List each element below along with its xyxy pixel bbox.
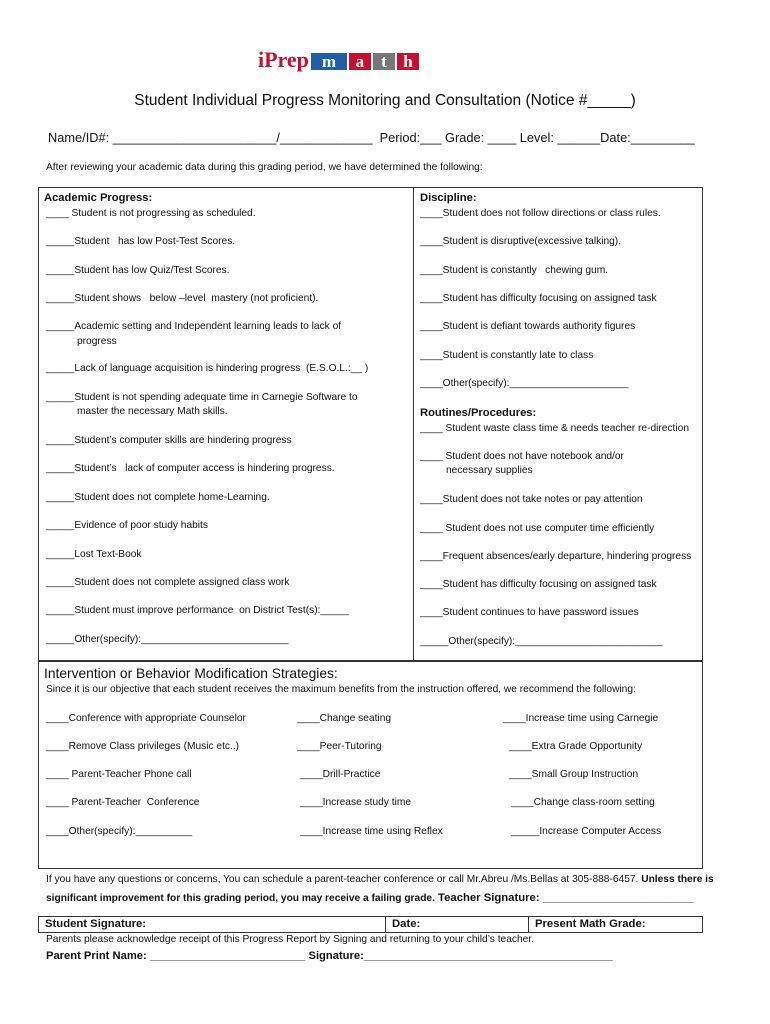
intervention-intro: Since it is our objective that each student receives the maximum benefits from the instruction offered, we recommend the following: [46, 684, 636, 695]
discipline-item[interactable]: ____Student is defiant towards authority figures [420, 321, 636, 332]
academic-item[interactable]: _____Student has low Post-Test Scores. [46, 236, 236, 247]
academic-item[interactable]: _____Evidence of poor study habits [46, 520, 208, 531]
intervention-option[interactable]: ____Increase time using Carnegie [503, 713, 659, 724]
page-title: Student Individual Progress Monitoring and Consultation (Notice #_____) [134, 92, 636, 109]
teacher-signature-line[interactable]: Teacher Signature: ________________________ [434, 892, 694, 904]
academic-item[interactable]: _____Student has low Quiz/Test Scores. [46, 265, 230, 276]
intervention-option[interactable]: ____Small Group Instruction [509, 769, 639, 780]
academic-item[interactable]: _____Academic setting and Independent learning leads to lack of [46, 321, 342, 332]
logo-box-t: t [373, 53, 395, 70]
intro-text: After reviewing your academic data during this grading period, we have determined the following: [46, 162, 483, 173]
intervention-option[interactable]: ____Change seating [297, 713, 392, 724]
logo-box-a: a [349, 53, 371, 70]
academic-item[interactable]: _____Student does not complete home-Learning. [46, 492, 270, 503]
logo-box-m: m [311, 53, 347, 70]
intervention-title: Intervention or Behavior Modification Strategies: [44, 666, 338, 681]
routines-item[interactable]: ____ Student does not have notebook and/or [420, 451, 624, 462]
academic-item[interactable]: _____Student must improve performance on District Test(s):_____ [46, 605, 349, 616]
discipline-item[interactable]: ____Student has difficulty focusing on assigned task [420, 293, 657, 304]
intervention-option[interactable]: ____Change class-room setting [511, 797, 655, 808]
routines-item[interactable]: _____Other(specify):__________________________ [420, 636, 663, 647]
intervention-option[interactable]: _____Increase Computer Access [511, 826, 662, 837]
routines-item[interactable]: ____ Student does not use computer time efficiently [420, 523, 655, 534]
logo-box-h: h [397, 53, 419, 70]
logo-wordmark: iPrep [258, 47, 309, 72]
intervention-option[interactable]: ____Drill-Practice [300, 769, 381, 780]
academic-item[interactable]: ____ Student is not progressing as scheduled. [46, 208, 256, 219]
parent-signature-line[interactable]: Parent Print Name: _________________________ Signature:________________________________________ [46, 950, 613, 962]
academic-item-continuation: progress [77, 336, 117, 347]
signature-divider [385, 916, 386, 933]
discipline-header: Discipline: [420, 192, 477, 204]
column-divider [413, 187, 414, 661]
routines-header: Routines/Procedures: [420, 407, 537, 419]
discipline-item[interactable]: ____Student is constantly chewing gum. [420, 265, 609, 276]
contact-paragraph [46, 871, 736, 908]
routines-item[interactable]: ____ Student waste class time & needs teacher re-direction [420, 423, 689, 434]
signature-divider [528, 916, 529, 933]
academic-item[interactable]: _____Lack of language acquisition is hindering progress (E.S.O.L.:__ ) [46, 363, 369, 374]
student-signature-field[interactable]: Student Signature: [45, 918, 147, 930]
date-field[interactable]: Date: [392, 918, 421, 930]
intervention-option[interactable]: ____ Parent-Teacher Phone call [46, 769, 192, 780]
failing-grade-warning: Unless there is significant improvement for this grading period, you may receive a failing grade. [46, 874, 714, 904]
academic-item[interactable]: _____Lost Text-Book [46, 549, 142, 560]
routines-item[interactable]: ____Student does not take notes or pay attention [420, 494, 643, 505]
math-grade-field[interactable]: Present Math Grade: [535, 918, 646, 930]
academic-item[interactable]: _____Other(specify):__________________________ [46, 634, 289, 645]
intervention-option[interactable]: ____Remove Class privileges (Music etc..) [46, 741, 240, 752]
contact-text: If you have any questions or concerns, You can schedule a parent-teacher conference or call Mr.Abreu /Ms.Bellas at 305-888-6457. [46, 874, 639, 885]
routines-item[interactable]: ____Frequent absences/early departure, hindering progress [420, 551, 692, 562]
discipline-item[interactable]: ____Other(specify):_____________________ [420, 378, 629, 389]
discipline-item[interactable]: ____Student is disruptive(excessive talking). [420, 236, 622, 247]
intervention-option[interactable]: ____ Parent-Teacher Conference [46, 797, 200, 808]
academic-item[interactable]: _____Student does not complete assigned class work [46, 577, 290, 588]
parent-acknowledgement: Parents please acknowledge receipt of this Progress Report by Signing and returning to your child’s teacher. [46, 934, 534, 945]
intervention-option[interactable]: ____Conference with appropriate Counselor [46, 713, 246, 724]
routines-item[interactable]: ____Student has difficulty focusing on assigned task [420, 579, 657, 590]
iprep-math-logo [258, 47, 419, 72]
academic-item[interactable]: _____Student’s computer skills are hindering progress [46, 435, 292, 446]
student-info-line[interactable]: Name/ID#: _______________________/_____________ Period:___ Grade: ____ Level: ______Date:_________ [48, 130, 695, 145]
academic-item[interactable]: _____Student is not spending adequate time in Carnegie Software to [46, 392, 358, 403]
discipline-item[interactable]: ____Student does not follow directions or class rules. [420, 208, 661, 219]
intervention-option[interactable]: ____Extra Grade Opportunity [509, 741, 643, 752]
academic-item[interactable]: _____Student shows below –level mastery (not proficient). [46, 293, 319, 304]
intervention-option[interactable]: ____Other(specify):__________ [46, 826, 193, 837]
academic-item[interactable]: _____Student’s lack of computer access is hindering progress. [46, 463, 335, 474]
intervention-option[interactable]: ____Increase study time [300, 797, 411, 808]
academic-progress-header: Academic Progress: [44, 192, 153, 204]
intervention-option[interactable]: ____Increase time using Reflex [300, 826, 443, 837]
intervention-option[interactable]: ____Peer-Tutoring [297, 741, 382, 752]
routines-item-continuation: necessary supplies [446, 465, 533, 476]
routines-item[interactable]: ____Student continues to have password issues [420, 607, 639, 618]
academic-item-continuation: master the necessary Math skills. [77, 406, 228, 417]
discipline-item[interactable]: ____Student is constantly late to class [420, 350, 594, 361]
